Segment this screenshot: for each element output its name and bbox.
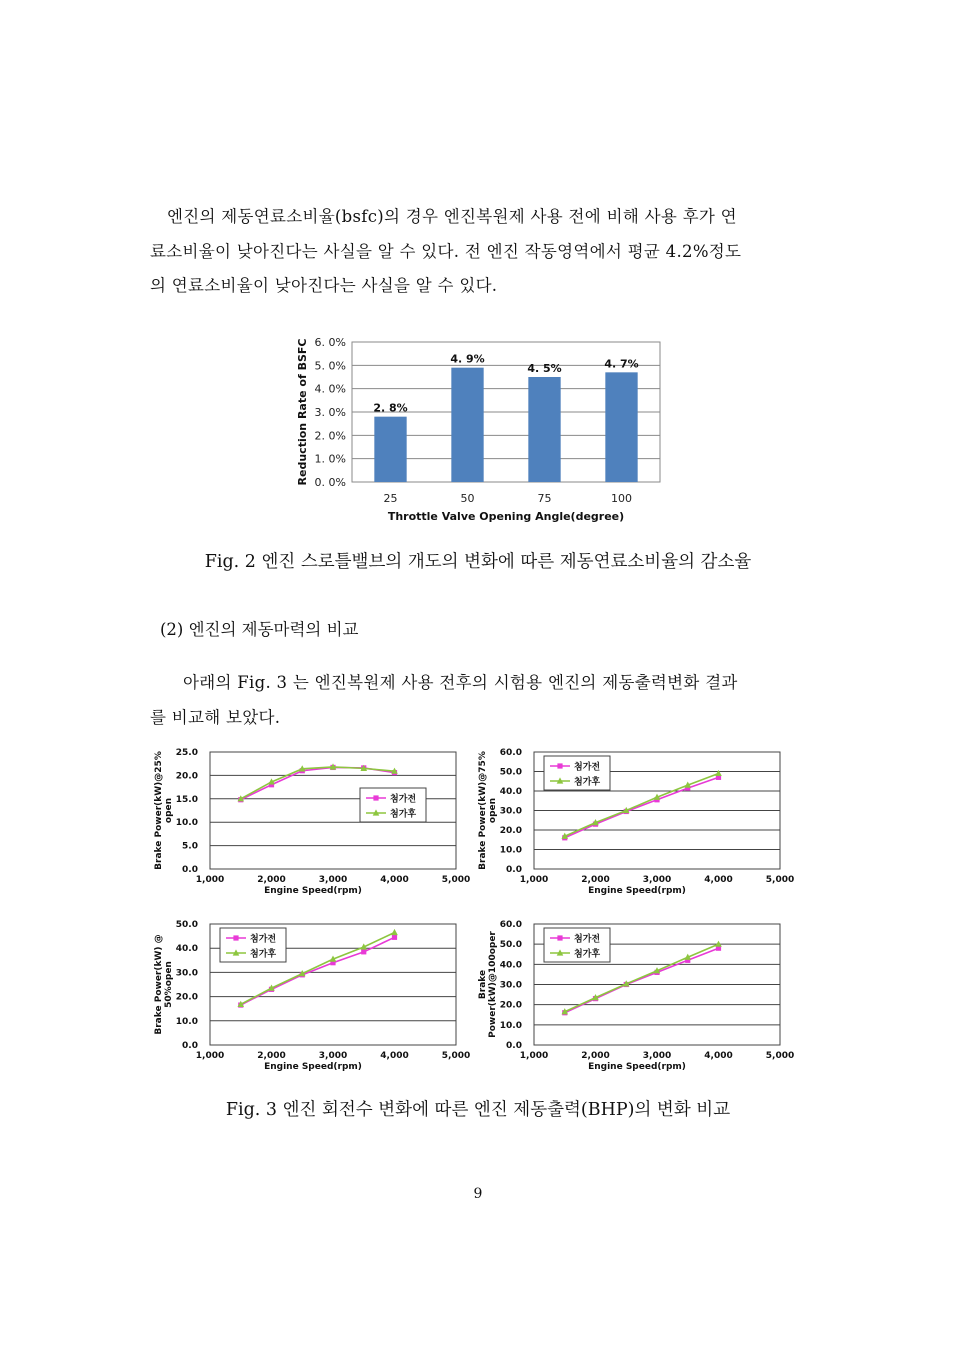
paragraph-1-line-1: 엔진의 제동연료소비율(bsfc)의 경우 엔진복원제 사용 전에 비해 사용 후가 연 <box>167 207 737 226</box>
y-tick-label: 20.0 <box>175 771 198 782</box>
before-marker <box>392 935 397 940</box>
paragraph-1 <box>150 200 741 304</box>
y-tick-label: 0.0 <box>182 865 198 875</box>
legend-label: 첨가전 <box>250 934 277 945</box>
bar <box>451 368 483 482</box>
x-axis-label: Engine Speed(rpm) <box>588 1062 686 1072</box>
legend-label: 첨가후 <box>574 777 601 788</box>
y-tick-label: 25.0 <box>175 748 198 758</box>
y-tick-label: 30.0 <box>499 806 522 817</box>
y-tick-label: 60.0 <box>499 748 522 758</box>
x-axis-label: Throttle Valve Opening Angle(degree) <box>387 510 625 523</box>
y-tick-label: 0.0 <box>182 1041 198 1051</box>
brake-power-50-open-chart <box>150 914 470 1080</box>
y-tick-label: 50.0 <box>499 940 522 951</box>
x-tick-label: 5,000 <box>441 875 470 885</box>
y-axis-label: Brake <box>478 969 488 1000</box>
bar <box>605 372 637 482</box>
bar-value-label: 4. 5% <box>527 362 562 375</box>
paragraph-1-line-3: 의 연료소비율이 낮아진다는 사실을 알 수 있다. <box>150 276 498 295</box>
y-axis-label: Power(kW)@100oper <box>488 931 498 1038</box>
bsfc-reduction-bar-chart <box>290 330 680 530</box>
y-axis-label: open <box>164 797 174 824</box>
legend-label: 첨가전 <box>574 762 601 773</box>
y-tick-label: 10.0 <box>175 1016 198 1027</box>
before-marker <box>233 935 238 940</box>
y-axis-label: Brake Power(kW)@25% <box>154 751 164 870</box>
y-tick-label: 20.0 <box>175 992 198 1003</box>
brake-power-100-open-chart <box>474 914 794 1080</box>
y-tick-label: 0.0 <box>506 865 522 875</box>
y-tick-label: 3. 0% <box>314 406 346 419</box>
y-tick-label: 40.0 <box>499 787 522 797</box>
x-tick-label: 2,000 <box>581 875 610 885</box>
paragraph-2-line-2: 를 비교해 보았다. <box>150 707 281 727</box>
figure-3-caption: Fig. 3 엔진 회전수 변화에 따른 엔진 제동출력(BHP)의 변화 비교 <box>225 1100 731 1120</box>
x-tick-label: 4,000 <box>704 875 733 885</box>
y-tick-label: 4. 0% <box>314 382 346 396</box>
brake-power-75-open-chart <box>474 742 794 904</box>
x-tick-label: 25 <box>383 492 398 505</box>
y-tick-label: 5.0 <box>182 841 198 852</box>
y-axis-label: open <box>488 797 498 824</box>
legend-label: 첨가후 <box>250 949 277 960</box>
paragraph-2-line-1: 아래의 Fig. 3 는 엔진복원제 사용 전후의 시험용 엔진의 제동출력변화 결과 <box>183 673 738 692</box>
paragraph-1-line-2: 료소비율이 낮아진다는 사실을 알 수 있다. 전 엔진 작동영역에서 평균 4.2%정도 <box>150 241 742 261</box>
x-tick-label: 1,000 <box>195 1051 225 1061</box>
y-tick-label: 50.0 <box>175 920 198 930</box>
y-tick-label: 10.0 <box>175 818 198 829</box>
y-tick-label: 0. 0% <box>314 476 346 489</box>
x-tick-label: 2,000 <box>581 1051 610 1061</box>
x-axis-label: Engine Speed(rpm) <box>264 886 362 896</box>
x-tick-label: 3,000 <box>642 875 672 885</box>
x-axis-label: Engine Speed(rpm) <box>264 1062 362 1072</box>
x-tick-label: 2,000 <box>257 875 286 885</box>
x-tick-label: 1,000 <box>519 1051 549 1061</box>
legend-label: 첨가전 <box>390 794 417 805</box>
section-heading: (2) 엔진의 제동마력의 비교 <box>160 620 359 639</box>
x-tick-label: 3,000 <box>318 1051 348 1061</box>
paragraph-2 <box>150 666 738 735</box>
page-number: 9 <box>473 1186 483 1202</box>
bar-value-label: 4. 9% <box>450 352 485 366</box>
x-tick-label: 1,000 <box>519 875 549 885</box>
x-tick-label: 2,000 <box>257 1051 286 1061</box>
legend-label: 첨가전 <box>574 934 601 945</box>
y-axis-label: Brake Power(kW)@75% <box>478 751 488 870</box>
x-tick-label: 1,000 <box>195 875 225 885</box>
bar-value-label: 2. 8% <box>373 401 408 415</box>
x-tick-label: 3,000 <box>318 875 348 885</box>
x-tick-label: 100 <box>611 492 632 505</box>
y-tick-label: 60.0 <box>499 920 522 930</box>
y-tick-label: 40.0 <box>499 960 522 971</box>
legend-label: 첨가후 <box>574 949 601 960</box>
x-tick-label: 3,000 <box>642 1051 672 1061</box>
x-tick-label: 50 <box>460 492 475 505</box>
legend-label: 첨가후 <box>390 809 417 820</box>
y-tick-label: 50.0 <box>499 767 522 778</box>
y-axis-label: Reduction Rate of BSFC <box>296 338 309 486</box>
y-axis-label: Brake Power(kW) @ <box>154 934 164 1035</box>
x-tick-label: 5,000 <box>765 875 794 885</box>
y-tick-label: 15.0 <box>175 794 198 805</box>
y-axis-label: 50%open <box>164 961 174 1008</box>
x-tick-label: 75 <box>537 492 552 505</box>
figure-2-caption: Fig. 2 엔진 스로틀밸브의 개도의 변화에 따른 제동연료소비율의 감소율 <box>204 552 752 572</box>
bar <box>528 377 560 482</box>
y-tick-label: 30.0 <box>499 980 522 991</box>
brake-power-25-open-chart <box>150 742 470 904</box>
bar-value-label: 4. 7% <box>604 357 639 371</box>
y-tick-label: 1. 0% <box>314 452 346 466</box>
x-axis-label: Engine Speed(rpm) <box>588 886 686 896</box>
y-tick-label: 20.0 <box>499 826 522 836</box>
x-tick-label: 4,000 <box>380 1051 409 1061</box>
x-tick-label: 4,000 <box>704 1051 733 1061</box>
before-marker <box>361 949 366 954</box>
y-tick-label: 10.0 <box>499 1020 522 1031</box>
x-tick-label: 4,000 <box>380 875 409 885</box>
x-tick-label: 5,000 <box>765 1051 794 1061</box>
before-marker <box>557 763 562 768</box>
y-tick-label: 20.0 <box>499 1000 522 1011</box>
y-tick-label: 10.0 <box>499 845 522 856</box>
y-tick-label: 0.0 <box>506 1041 522 1051</box>
y-tick-label: 40.0 <box>175 944 198 955</box>
y-tick-label: 2. 0% <box>314 429 346 443</box>
x-tick-label: 5,000 <box>441 1051 470 1061</box>
y-tick-label: 6. 0% <box>314 336 346 349</box>
y-tick-label: 5. 0% <box>314 359 346 373</box>
before-marker <box>557 935 562 940</box>
y-tick-label: 30.0 <box>175 968 198 979</box>
before-marker <box>373 795 378 800</box>
bar <box>374 417 406 482</box>
